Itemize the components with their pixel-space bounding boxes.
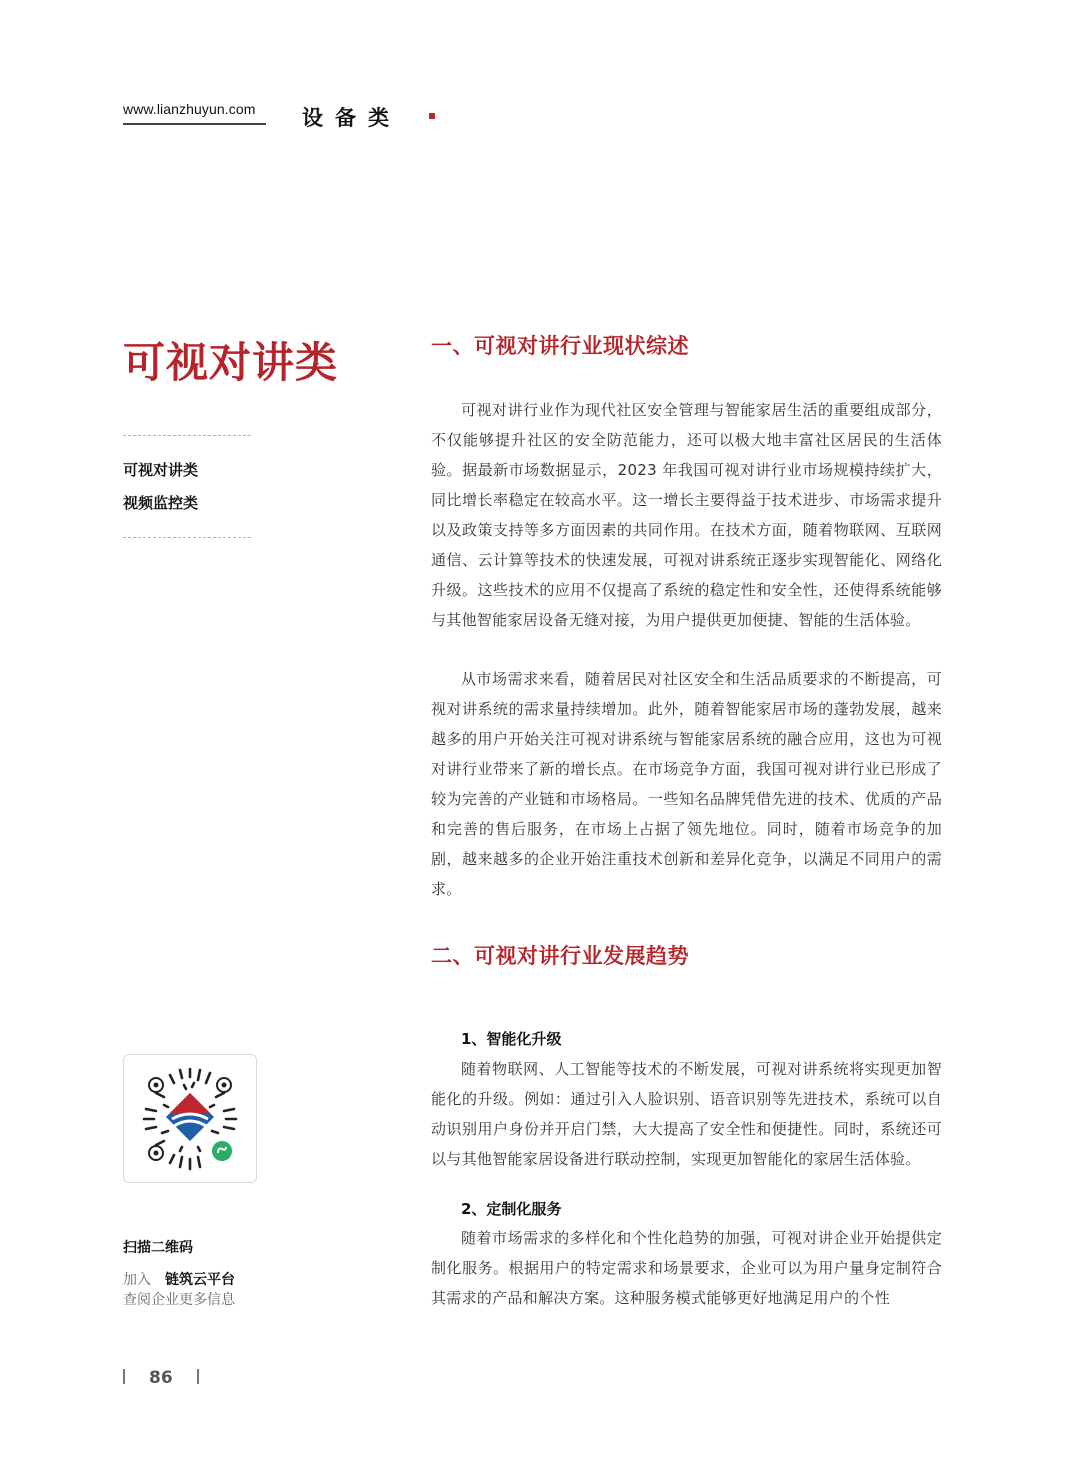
- side-nav-item-surveillance[interactable]: 视频监控类: [123, 494, 199, 512]
- more-info-text: 查阅企业更多信息: [123, 1292, 235, 1308]
- trend-1-title: 1、智能化升级: [461, 1030, 562, 1048]
- section-1-title: 一、可视对讲行业现状综述: [431, 334, 689, 358]
- divider-top: [123, 435, 251, 436]
- page-number-value: 86: [149, 1368, 173, 1388]
- page-number-bar-left: [123, 1369, 125, 1384]
- trend-2-title: 2、定制化服务: [461, 1200, 562, 1218]
- section-2-title: 二、可视对讲行业发展趋势: [431, 944, 689, 968]
- chapter-title: 可视对讲类: [123, 338, 339, 387]
- side-nav: [123, 458, 198, 524]
- category-label: 设备类: [302, 106, 401, 130]
- scan-qr-title: 扫描二维码: [123, 1240, 193, 1256]
- trend-2-text: 随着市场需求的多样化和个性化趋势的加强，可视对讲企业开始提供定制化服务。根据用户的特定需求和场景要求，企业可以为用户量身定制符合其需求的产品和解决方案。这种服务模式能够更好地满足用户的个性: [431, 1229, 942, 1307]
- join-line: [123, 1269, 235, 1289]
- page-number: [123, 1368, 199, 1388]
- platform-name: 链筑云平台: [165, 1272, 235, 1288]
- accent-square-icon: [429, 113, 435, 119]
- brand-logo-icon: [166, 1093, 214, 1141]
- page-number-bar-right: [197, 1369, 199, 1384]
- join-prefix: 加入: [123, 1272, 151, 1288]
- site-url-link[interactable]: www.lianzhuyun.com: [123, 101, 266, 125]
- trend-1-text: 随着物联网、人工智能等技术的不断发展，可视对讲系统将实现更加智能化的升级。例如：通过引入人脸识别、语音识别等先进技术，系统可以自动识别用户身份并开启门禁，大大提高了安全性和便捷性。同时，系统还可以与其他智能家居设备进行联动控制，实现更加智能化的家居生活体验。: [431, 1060, 942, 1168]
- divider-bottom: [123, 537, 251, 538]
- mini-program-icon: [212, 1141, 232, 1161]
- qr-code-icon: [134, 1063, 246, 1175]
- side-nav-item-intercom[interactable]: 可视对讲类: [123, 461, 199, 479]
- section-1-paragraph-2: 从市场需求来看，随着居民对社区安全和生活品质要求的不断提高，可视对讲系统的需求量持续增加。此外，随着智能家居市场的蓬勃发展，越来越多的用户开始关注可视对讲系统与智能家居系统的融合应用，这也为可视对讲行业带来了新的增长点。在市场竞争方面，我国可视对讲行业已形成了较为完善的产业链和市场格局。一些知名品牌凭借先进的技术、优质的产品和完善的售后服务，在市场上占据了领先地位。同时，随着市场竞争的加剧，越来越多的企业开始注重技术创新和差异化竞争，以满足不同用户的需求。: [431, 670, 942, 898]
- section-1-paragraph-1: 可视对讲行业作为现代社区安全管理与智能家居生活的重要组成部分，不仅能够提升社区的安全防范能力，还可以极大地丰富社区居民的生活体验。据最新市场数据显示，2023 年我国可视对讲行业市场规模持续扩大，同比增长率稳定在较高水平。这一增长主要得益于技术进步、市场需求提升以及政策支持等多方面因素的共同作用。在技术方面，随着物联网、互联网通信、云计算等技术的快速发展，可视对讲系统正逐步实现智能化、网络化升级。这些技术的应用不仅提高了系统的稳定性和安全性，还使得系统能够与其他智能家居设备无缝对接，为用户提供更加便捷、智能的生活体验。: [431, 401, 942, 629]
- qr-code-card[interactable]: [123, 1054, 257, 1183]
